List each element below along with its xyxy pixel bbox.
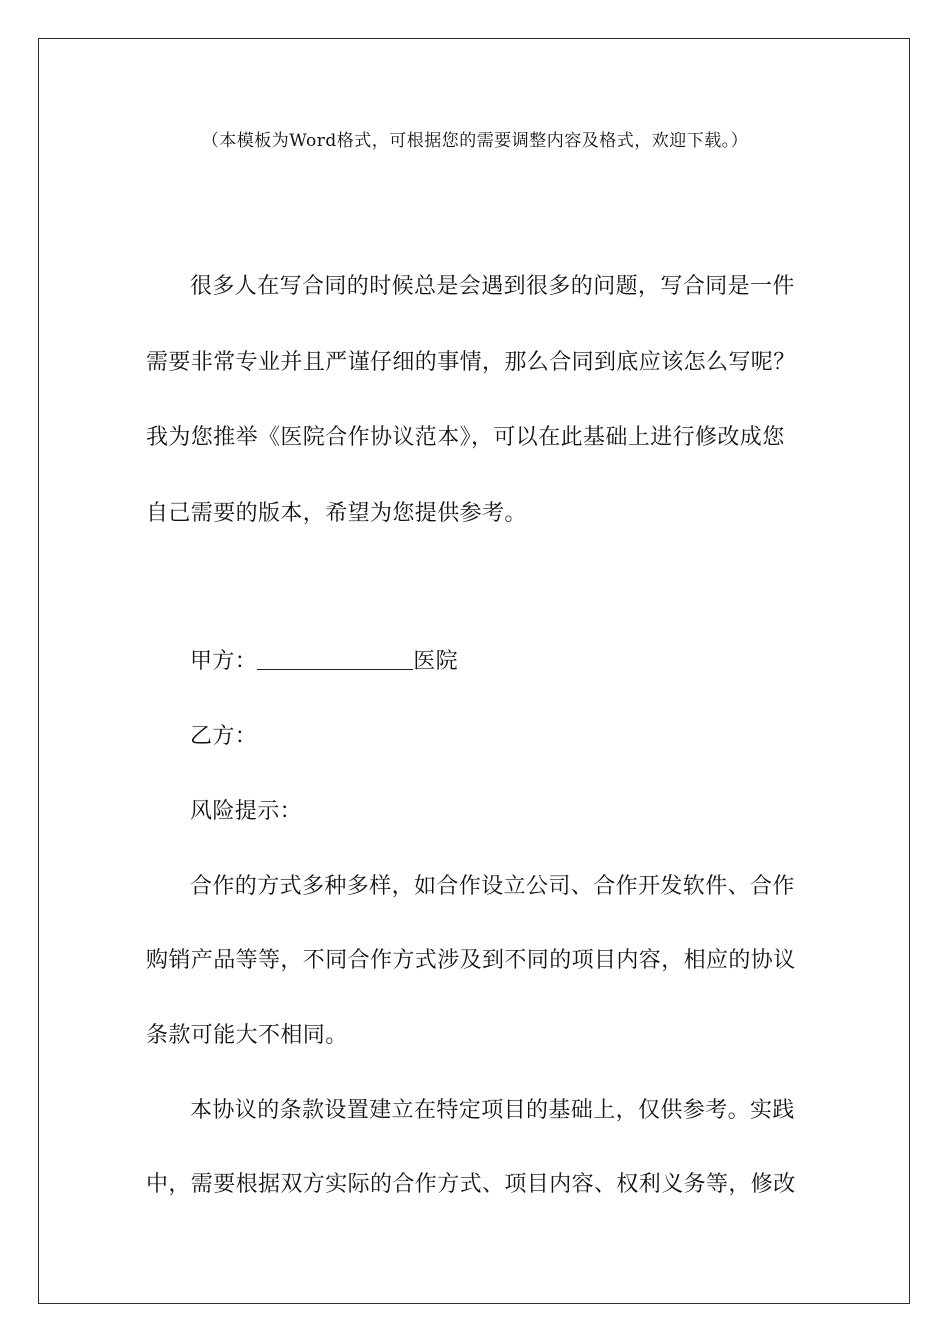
party-a-label: 甲方： xyxy=(190,649,258,674)
party-a-suffix: 医院 xyxy=(413,649,459,674)
risk-p1-line-3: 条款可能大不相同。 xyxy=(146,1023,348,1048)
risk-title: 风险提示： xyxy=(190,799,303,824)
template-note: （本模板为Word格式，可根据您的需要调整内容及格式，欢迎下载。） xyxy=(201,131,749,151)
intro-line-3: 我为您推举《医院合作协议范本》，可以在此基础上进行修改成您 xyxy=(146,425,785,450)
risk-p2-line-2: 中，需要根据双方实际的合作方式、项目内容、权利义务等，修改 xyxy=(146,1172,796,1197)
party-a-line xyxy=(190,647,458,677)
risk-p1-line-1: 合作的方式多种多样，如合作设立公司、合作开发软件、合作 xyxy=(190,874,795,899)
intro-line-4: 自己需要的版本，希望为您提供参考。 xyxy=(146,501,527,526)
risk-p1-line-2: 购销产品等等，不同合作方式涉及到不同的项目内容，相应的协议 xyxy=(146,948,796,973)
party-b-label: 乙方： xyxy=(190,724,258,749)
intro-line-1: 很多人在写合同的时候总是会遇到很多的问题，写合同是一件 xyxy=(190,274,795,299)
risk-p2-line-1: 本协议的条款设置建立在特定项目的基础上，仅供参考。实践 xyxy=(190,1098,795,1123)
intro-line-2: 需要非常专业并且严谨仔细的事情，那么合同到底应该怎么写呢？ xyxy=(146,350,796,375)
party-a-blank-field[interactable] xyxy=(257,647,413,670)
